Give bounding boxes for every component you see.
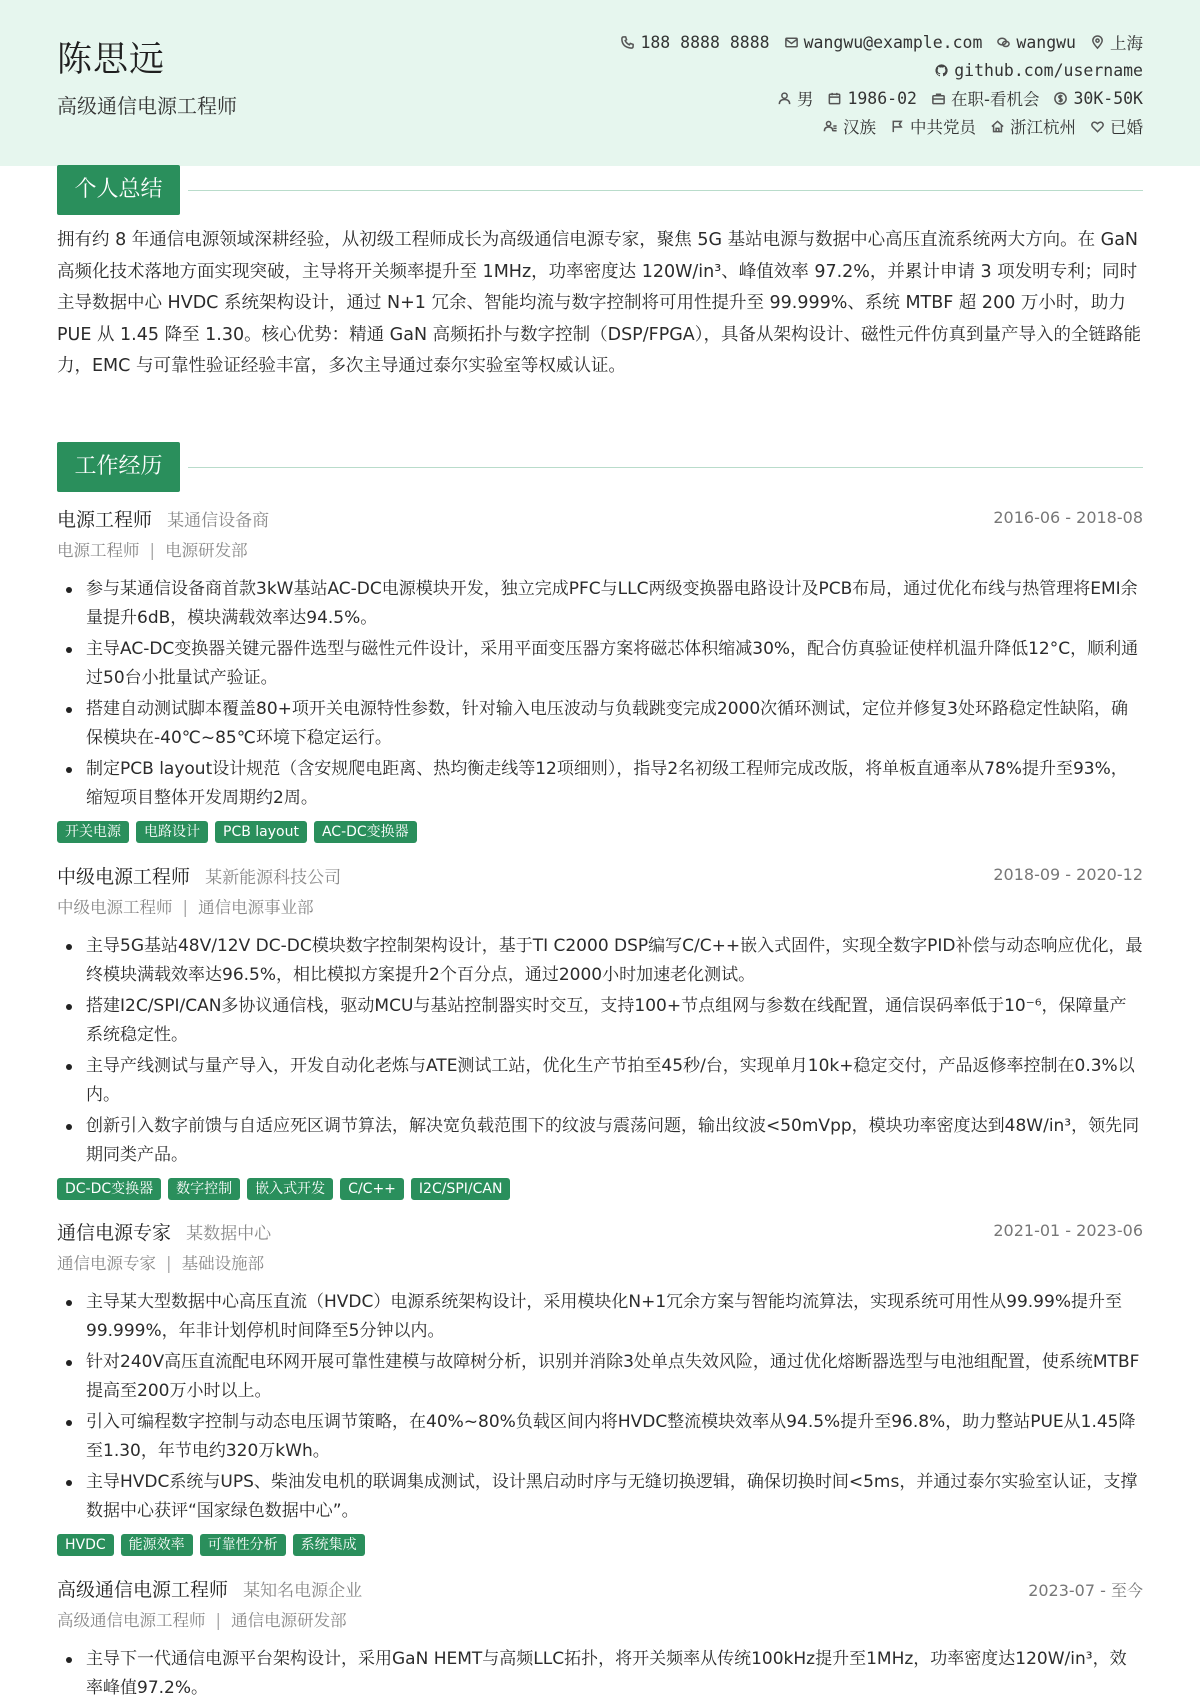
job-bullets	[57, 1288, 1143, 1525]
skill-tag: C/C++	[340, 1178, 404, 1200]
job-bullet: 创新引入数字前馈与自适应死区调节算法，解决宽负载范围下的纹波与震荡问题，输出纹波<50mVpp，模块功率密度达到48W/in³，领先同期同类产品。	[57, 1112, 1143, 1169]
skill-tag: I2C/SPI/CAN	[411, 1178, 511, 1200]
job-department: 通信电源事业部	[198, 898, 314, 917]
job-bullet: 主导某大型数据中心高压直流（HVDC）电源系统架构设计，采用模块化N+1冗余方案与智能均流算法，实现系统可用性从99.99%提升至99.999%，年非计划停机时间降至5分钟以内。	[57, 1288, 1143, 1345]
job-department: 基础设施部	[181, 1254, 265, 1273]
experience-section-header	[57, 442, 1143, 492]
experience-heading: 工作经历	[57, 442, 180, 492]
job-bullet: 主导下一代通信电源平台架构设计，采用GaN HEMT与高频LLC拓扑，将开关频率从传统100kHz提升至1MHz，功率密度达120W/in³，效率峰值97.2%。	[57, 1645, 1143, 1702]
job-subtitle: 电源工程师 | 电源研发部	[57, 541, 248, 560]
job-entry	[57, 505, 1143, 843]
job-company: 某知名电源企业	[243, 1581, 363, 1601]
candidate-title: 高级通信电源工程师	[57, 94, 237, 118]
job-bullet: 搭建自动测试脚本覆盖80+项开关电源特性参数，针对输入电压波动与负载跳变完成2000次循环测试，定位并修复3处环路稳定性缺陷，确保模块在-40℃~85℃环境下稳定运行。	[57, 695, 1143, 752]
job-date: 2023-07 - 至今	[1028, 1581, 1143, 1600]
job-position: 中级电源工程师	[57, 898, 173, 917]
salary-item	[1053, 89, 1143, 108]
job-bullet: 针对240V高压直流配电环网开展可靠性建模与故障树分析，识别并消除3处单点失效风险，通过优化熔断器选型与电池组配置，使系统MTBF提高至200万小时以上。	[57, 1348, 1143, 1405]
job-subtitle: 中级电源工程师 | 通信电源事业部	[57, 898, 314, 917]
job-bullets	[57, 1645, 1143, 1702]
location-item	[1090, 30, 1143, 54]
job-entry	[57, 862, 1143, 1200]
marital-text: 已婚	[1110, 118, 1143, 137]
calendar-icon	[827, 91, 842, 106]
skill-tag: 开关电源	[57, 821, 129, 843]
job-date: 2016-06 - 2018-08	[993, 508, 1143, 527]
job-position: 电源工程师	[57, 541, 140, 560]
github-icon	[934, 63, 949, 78]
job-entry	[57, 1575, 1143, 1705]
ethnicity-text: 汉族	[843, 118, 876, 137]
summary-section-header	[57, 165, 1143, 215]
political-item	[890, 114, 976, 138]
job-department: 电源研发部	[165, 541, 248, 560]
skill-tag: 可靠性分析	[200, 1534, 286, 1556]
candidate-name: 陈思远	[57, 40, 166, 80]
job-role: 通信电源专家	[57, 1222, 172, 1244]
job-role: 高级通信电源工程师	[57, 1579, 229, 1601]
job-entry	[57, 1218, 1143, 1556]
phone-item[interactable]	[620, 33, 769, 52]
contact-info	[443, 28, 1143, 140]
mail-icon	[784, 35, 799, 50]
summary-text: 拥有约 8 年通信电源领域深耕经验，从初级工程师成长为高级通信电源专家，聚焦 5G 基站电源与数据中心高压直流系统两大方向。在 GaN 高频化技术落地方面实现突破，主导将开关频率提升至 1MHz，功率密度达 120W/in³、峰值效率 97.2%，并累计申请 3 项发明专利；同时主导数据中心 HVDC 系统架构设计，通过 N+1 冗余、智能均流与数字控制将可用性提升至 99.999%、系统 MTBF 超 200 万小时，助力 PUE 从 1.45 降至 1.30。核心优势：精通 GaN 高频拓扑与数字控制（DSP/FPGA），具备从架构设计、磁性元件仿真到量产导入的全链路能力，EMC 与可靠性验证经验丰富，多次主导通过泰尔实验室等权威认证。	[57, 230, 1142, 376]
job-bullets	[57, 575, 1143, 812]
hometown-text: 浙江杭州	[1010, 118, 1076, 137]
job-role: 中级电源工程师	[57, 866, 191, 888]
user-icon	[777, 91, 792, 106]
github-text: github.com/username	[954, 60, 1143, 80]
skill-tags	[57, 821, 1143, 843]
job-position: 通信电源专家	[57, 1254, 156, 1273]
flag-icon	[890, 119, 905, 134]
section-divider	[188, 467, 1143, 468]
job-company: 某新能源科技公司	[205, 868, 342, 888]
job-position: 高级通信电源工程师	[57, 1611, 206, 1630]
job-bullet: 搭建I2C/SPI/CAN多协议通信栈，驱动MCU与基站控制器实时交互，支持100+节点组网与参数在线配置，通信误码率低于10⁻⁶，保障量产系统稳定性。	[57, 992, 1143, 1049]
birth-item	[827, 89, 917, 108]
money-icon	[1053, 91, 1068, 106]
job-bullet: 主导AC-DC变换器关键元器件选型与磁性元件设计，采用平面变压器方案将磁芯体积缩减30%，配合仿真验证使样机温升降低12°C，顺利通过50台小批量试产验证。	[57, 635, 1143, 692]
political-text: 中共党员	[910, 118, 976, 137]
job-bullet: 主导5G基站48V/12V DC-DC模块数字控制架构设计，基于TI C2000 DSP编写C/C++嵌入式固件，实现全数字PID补偿与动态响应优化，最终模块满载效率达96.5%，相比模拟方案提升2个百分点，通过2000小时加速老化测试。	[57, 932, 1143, 989]
wechat-text: wangwu	[1016, 32, 1076, 52]
job-bullet: 参与某通信设备商首款3kW基站AC-DC电源模块开发，独立完成PFC与LLC两级变换器电路设计及PCB布局，通过优化布线与热管理将EMI余量提升6dB，模块满载效率达94.5%。	[57, 575, 1143, 632]
job-subtitle: 高级通信电源工程师 | 通信电源研发部	[57, 1611, 347, 1630]
skill-tag: 电路设计	[136, 821, 208, 843]
job-bullet: 主导HVDC系统与UPS、柴油发电机的联调集成测试，设计黑启动时序与无缝切换逻辑，确保切换时间<5ms，并通过泰尔实验室认证，支撑数据中心获评“国家绿色数据中心”。	[57, 1468, 1143, 1525]
status-text: 在职-看机会	[950, 90, 1040, 109]
job-company: 某通信设备商	[167, 511, 270, 531]
location-text: 上海	[1110, 34, 1143, 53]
skill-tag: AC-DC变换器	[314, 821, 417, 843]
job-subtitle: 通信电源专家 | 基础设施部	[57, 1254, 265, 1273]
job-bullet: 主导产线测试与量产导入，开发自动化老炼与ATE测试工站，优化生产节拍至45秒/台，实现单月10k+稳定交付，产品返修率控制在0.3%以内。	[57, 1052, 1143, 1109]
job-date: 2018-09 - 2020-12	[993, 865, 1143, 884]
skill-tag: 能源效率	[121, 1534, 193, 1556]
hometown-item	[990, 114, 1076, 138]
email-item[interactable]	[784, 33, 983, 52]
briefcase-icon	[931, 91, 946, 106]
gender-item	[777, 86, 814, 110]
wechat-item[interactable]	[996, 33, 1076, 52]
location-pin-icon	[1090, 35, 1105, 50]
skill-tag: DC-DC变换器	[57, 1178, 161, 1200]
job-date: 2021-01 - 2023-06	[993, 1221, 1143, 1240]
skill-tag: PCB layout	[215, 821, 307, 843]
heart-icon	[1090, 119, 1105, 134]
job-role: 电源工程师	[57, 509, 153, 531]
summary-heading: 个人总结	[57, 165, 180, 215]
job-department: 通信电源研发部	[231, 1611, 347, 1630]
job-bullet: 制定PCB layout设计规范（含安规爬电距离、热均衡走线等12项细则），指导2名初级工程师完成改版，将单板直通率从78%提升至93%，缩短项目整体开发周期约2周。	[57, 755, 1143, 812]
job-bullet: 引入可编程数字控制与动态电压调节策略，在40%~80%负载区间内将HVDC整流模块效率从94.5%提升至96.8%，助力整站PUE从1.45降至1.30，年节电约320万kWh。	[57, 1408, 1143, 1465]
salary-text: 30K-50K	[1073, 88, 1143, 108]
gender-text: 男	[796, 90, 814, 109]
skill-tag: 系统集成	[293, 1534, 365, 1556]
job-company: 某数据中心	[186, 1224, 272, 1244]
resume-header	[0, 0, 1200, 166]
status-item	[931, 86, 1039, 110]
phone-icon	[620, 35, 635, 50]
skill-tags	[57, 1534, 1143, 1556]
github-item[interactable]	[934, 61, 1143, 80]
home-icon	[990, 119, 1005, 134]
email-text: wangwu@example.com	[803, 32, 983, 52]
section-divider	[188, 190, 1143, 191]
people-icon	[823, 119, 838, 134]
phone-text: 188 8888 8888	[640, 32, 770, 52]
skill-tags	[57, 1178, 1143, 1200]
job-bullets	[57, 932, 1143, 1169]
ethnicity-item	[823, 114, 876, 138]
skill-tag: 嵌入式开发	[247, 1178, 333, 1200]
marital-item	[1090, 114, 1143, 138]
wechat-icon	[996, 35, 1011, 50]
skill-tag: 数字控制	[168, 1178, 240, 1200]
skill-tag: HVDC	[57, 1534, 114, 1556]
birth-text: 1986-02	[847, 88, 917, 108]
